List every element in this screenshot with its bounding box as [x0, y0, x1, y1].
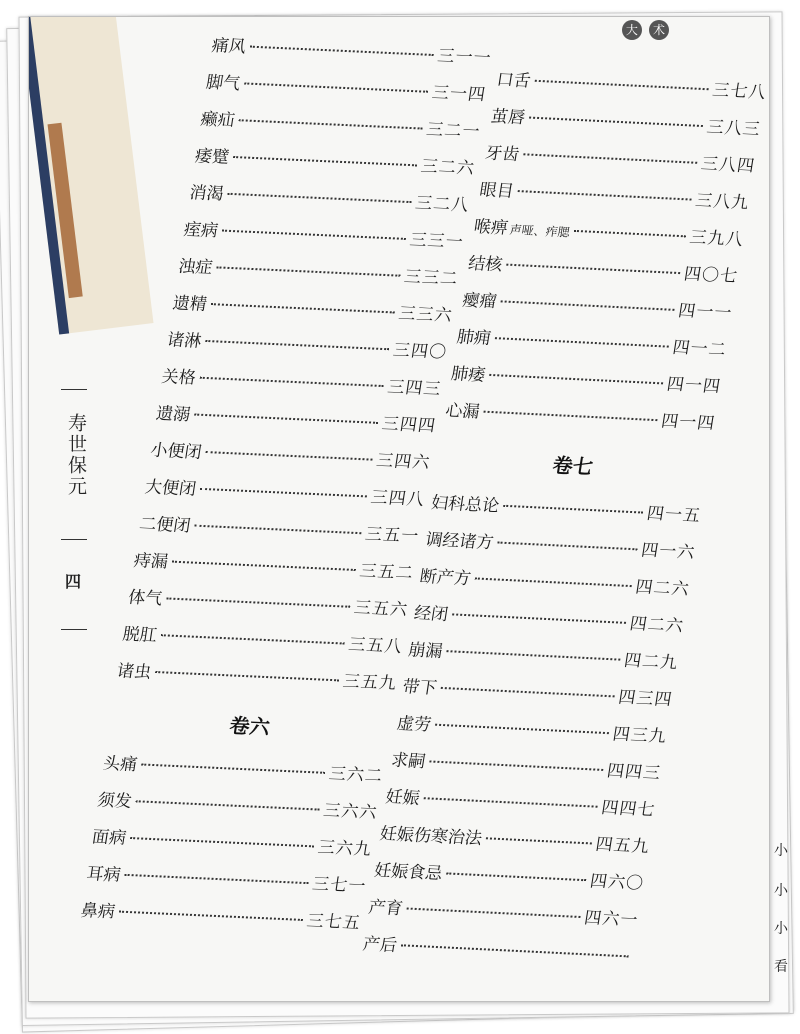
dot-leader: [239, 119, 423, 129]
dot-leader: [244, 82, 428, 92]
toc-entry-page: 三五二: [358, 561, 416, 584]
toc-entry-page: 三一一: [436, 46, 493, 69]
dot-leader: [489, 374, 663, 384]
toc-entry-title: 肺痿: [449, 364, 487, 386]
toc-entry-page: 三四〇: [391, 340, 449, 363]
toc-entry-title: 耳病: [84, 864, 122, 886]
toc-entry-page: 三七一: [310, 874, 368, 897]
corner-marks: [620, 19, 669, 40]
dot-leader: [446, 650, 620, 660]
toc-entry-page: 三二八: [413, 193, 471, 216]
dot-leader: [407, 908, 581, 918]
volume-heading: 卷六: [227, 713, 272, 740]
toc-entry-title: 妇科总论: [429, 493, 501, 517]
toc-entry-title: 口舌: [495, 69, 533, 92]
toc-entry-page: 三六九: [316, 837, 374, 860]
dot-leader: [124, 874, 308, 884]
toc-entry-page: 三七五: [305, 911, 363, 934]
dot-leader: [574, 230, 686, 237]
toc-entry-title: 产育: [367, 897, 405, 920]
toc-entry-page: 三四三: [385, 377, 443, 400]
dot-leader: [475, 577, 632, 587]
toc-entry-note: 声哑、痄腮: [508, 222, 571, 240]
toc-entry-title: 经闭: [412, 603, 450, 626]
margin-rule: [61, 629, 87, 630]
dot-leader: [435, 724, 609, 734]
dot-leader: [495, 337, 669, 347]
toc-entry-title: 二便闭: [137, 514, 192, 537]
toc-entry-title: 诸虫: [115, 661, 153, 683]
toc-entry-page: 三二一: [424, 119, 482, 143]
toc-entry-title: 虚劳: [395, 713, 433, 736]
toc-entry-title: 痔漏: [132, 550, 170, 573]
toc-entry-title: 脱肛: [121, 624, 159, 646]
dot-leader: [497, 542, 637, 551]
dot-leader: [194, 414, 378, 424]
dot-leader: [441, 687, 615, 697]
dot-leader: [401, 944, 629, 957]
toc-entry-page: 四六一: [582, 908, 640, 931]
toc-entry-page: 三八四: [699, 154, 757, 177]
page-margin: [55, 389, 95, 649]
toc-entry-title: 求嗣: [389, 750, 427, 773]
dot-leader: [216, 266, 400, 276]
toc-entry-title: 妊娠食忌: [372, 860, 444, 885]
toc-entry-title: 结核: [466, 253, 504, 276]
toc-entry-title: 须发: [96, 790, 134, 812]
toc-entry-page: 三五九: [341, 671, 399, 694]
toc-entry-title: 体气: [126, 587, 164, 610]
toc-entry-title: 痛风: [210, 35, 248, 58]
toc-entry-title: 关格: [160, 367, 198, 389]
edge-fragment: 小: [774, 883, 788, 899]
toc-entry-title: 崩漏: [406, 640, 444, 662]
toc-entry-title: 浊症: [176, 256, 214, 279]
toc-entry-title: 鼻病: [79, 900, 117, 923]
toc-entry-page: 三五六: [352, 598, 410, 621]
toc-entry-page: 四一二: [671, 337, 729, 361]
toc-entry-page: 四三九: [611, 724, 669, 747]
dot-leader: [205, 451, 372, 461]
toc-entry-title: 头痛: [101, 753, 139, 776]
dot-leader: [250, 46, 434, 56]
dot-leader: [136, 800, 320, 810]
toc-entry-title: 肺痈: [455, 327, 493, 349]
dot-leader: [518, 190, 692, 200]
margin-rule: [61, 539, 87, 540]
dot-leader: [141, 763, 325, 773]
toc-entry-title: 妊娠伤寒治法: [378, 824, 484, 850]
toc-entry-page: 三五八: [346, 634, 404, 658]
dot-leader: [130, 837, 314, 847]
toc-entry-page: 三五一: [363, 524, 421, 547]
book-page: [28, 16, 770, 1002]
dot-leader: [166, 597, 350, 607]
toc-entry-page: 三三二: [402, 266, 460, 290]
dot-leader: [523, 153, 697, 163]
dot-leader: [194, 525, 361, 535]
toc-entry-page: 四〇七: [682, 264, 740, 287]
toc-entry-page: 四五九: [594, 834, 652, 858]
toc-entry-page: 四四三: [605, 761, 663, 784]
dot-leader: [529, 117, 703, 127]
toc-entry-page: 四一一: [676, 301, 734, 324]
dot-leader: [155, 671, 339, 681]
dot-leader: [211, 303, 395, 313]
book-title: 寿世保元: [65, 413, 87, 497]
corner-mark: 术: [649, 20, 669, 40]
toc-entry-page: 四二九: [622, 650, 680, 674]
toc-entry-title: 癞疝: [199, 109, 237, 131]
toc-entry-page: 四二六: [628, 614, 686, 637]
toc-entry-title: 遗溺: [154, 403, 192, 426]
dot-leader: [222, 230, 406, 240]
corner-mark: 大: [622, 20, 642, 40]
toc-entry-title: 脚气: [204, 72, 242, 95]
toc-entry-title: 痓病: [182, 219, 220, 242]
toc-entry-page: 三七八: [710, 80, 768, 104]
dot-leader: [227, 193, 411, 203]
dot-leader: [200, 488, 367, 498]
toc-entry-page: 三一四: [430, 83, 488, 106]
toc-entry-title: 眼目: [478, 180, 516, 202]
dot-leader: [486, 837, 592, 844]
edge-fragment: 小: [774, 921, 788, 937]
toc-entry-title: 牙齿: [483, 143, 521, 166]
toc-entry-page: 四三四: [616, 687, 674, 711]
dot-leader: [119, 911, 303, 921]
toc-entry-title: 产后: [361, 934, 399, 956]
toc-entry-page: 四一四: [659, 411, 717, 434]
toc-entry-title: 妊娠: [384, 787, 422, 809]
toc-entry-page: 三三六: [397, 303, 455, 327]
toc-entry-page: 三四四: [380, 414, 438, 437]
page-number: 四: [65, 572, 82, 591]
toc-entry-title: 消渴: [187, 183, 225, 205]
toc-entry-page: 三六二: [327, 764, 385, 787]
toc-entry-page: 四二六: [633, 577, 691, 600]
toc-entry-page: 三二六: [419, 156, 477, 179]
dot-leader: [200, 377, 384, 387]
toc-entry-page: 三八三: [705, 117, 763, 140]
toc-entry-title: 瘿瘤: [461, 290, 499, 313]
dot-leader: [429, 760, 603, 770]
toc-entry-page: 四一四: [665, 374, 723, 398]
edge-fragment: 小: [774, 843, 788, 859]
dot-leader: [506, 264, 680, 274]
toc-entry-title: 带下: [401, 677, 439, 699]
toc-entry-title: 喉痹: [472, 217, 510, 239]
dot-leader: [483, 411, 657, 421]
toc-entry-title: 小便闭: [149, 440, 203, 463]
dot-leader: [205, 340, 389, 350]
dot-leader: [161, 634, 345, 644]
toc-entry-page: 四一五: [645, 503, 703, 527]
toc-entry-title: 大便闭: [143, 477, 198, 500]
toc-entry-page: 三四六: [374, 450, 432, 474]
dot-leader: [233, 156, 417, 166]
toc-entry-page: 三四八: [369, 487, 427, 510]
toc-entry-title: 面病: [90, 827, 128, 849]
edge-fragment: 看: [774, 959, 788, 975]
toc-entry-title: 痿躄: [193, 146, 231, 168]
dot-leader: [535, 80, 709, 90]
margin-rule: [61, 389, 87, 390]
dot-leader: [172, 561, 356, 571]
toc-entry-page: 三六六: [321, 800, 379, 824]
toc-entry-title: 茧唇: [489, 106, 527, 129]
dot-leader: [503, 505, 643, 514]
dot-leader: [452, 613, 626, 623]
toc-entry-page: 四四七: [599, 797, 657, 821]
book-cover-corner: [28, 16, 154, 335]
toc-entry-page: 四一六: [639, 540, 697, 564]
toc-entry-page: 三八九: [693, 190, 751, 214]
toc-entry-title: 诸淋: [165, 330, 203, 352]
toc-entry-title: 心漏: [443, 400, 481, 423]
dot-leader: [446, 872, 586, 881]
dot-leader: [424, 797, 598, 807]
toc-entry-page: 三九八: [688, 227, 746, 251]
toc-entry-title: 调经诸方: [423, 530, 495, 554]
volume-heading: 卷七: [550, 453, 595, 479]
toc-entry-page: 三三一: [408, 230, 466, 253]
toc-entry-title: 断产方: [418, 566, 473, 590]
dot-leader: [500, 300, 674, 310]
toc-entry-title: 遗精: [171, 293, 209, 315]
toc-entry-page: 四六〇: [588, 871, 646, 894]
